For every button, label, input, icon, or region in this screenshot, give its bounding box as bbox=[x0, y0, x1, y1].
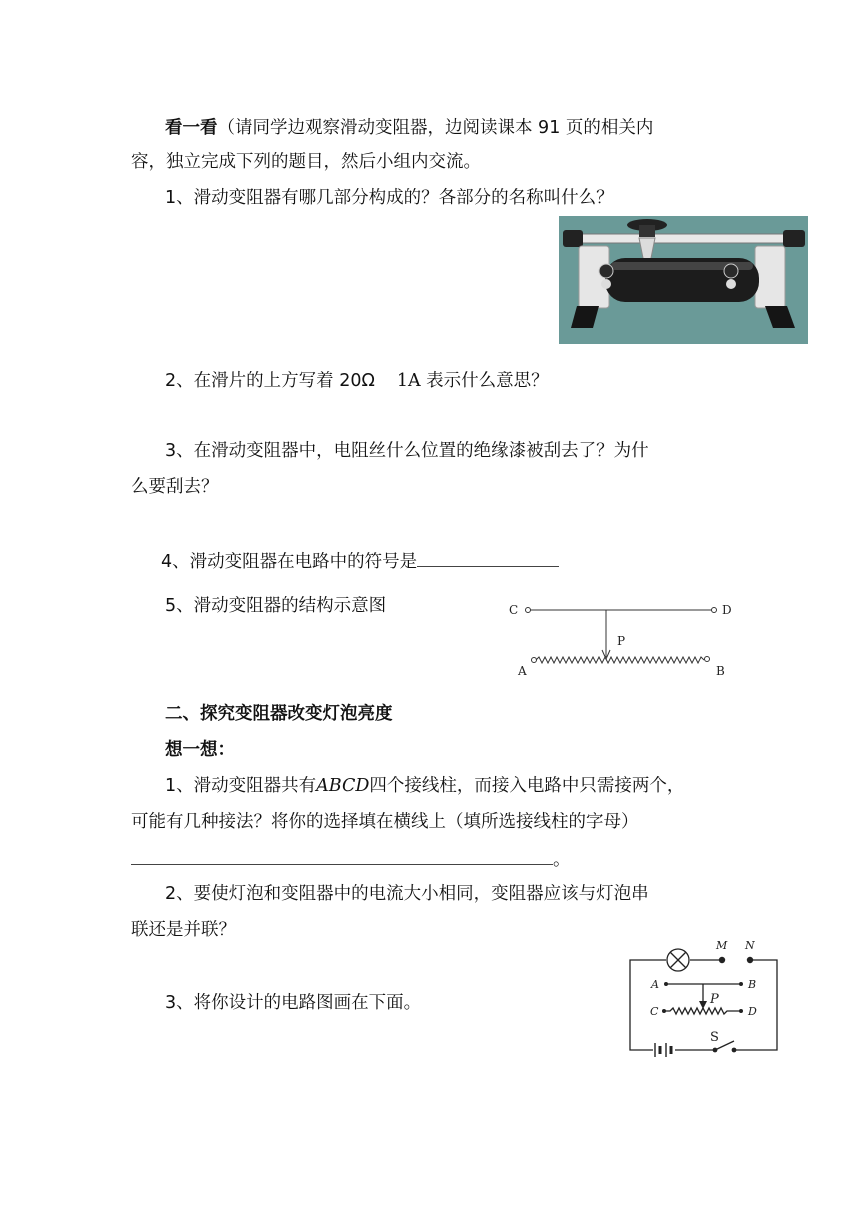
label-a: A bbox=[651, 978, 659, 991]
period-mark: 。 bbox=[553, 850, 571, 870]
question-1: 1、滑动变阻器有哪几部分构成的？各部分的名称叫什么？ bbox=[165, 188, 614, 208]
s2-q1-suffix: 四个接线柱，而接入电路中只需接两个， bbox=[369, 776, 685, 796]
terminal-d bbox=[712, 608, 717, 613]
terminal-c-label: C bbox=[509, 603, 519, 617]
terminal-b bbox=[705, 657, 710, 662]
label-b: B bbox=[748, 978, 757, 991]
intro-line-2: 容，独立完成下列的题目，然后小组内交流。 bbox=[131, 152, 481, 172]
terminals-abcd: ABCD bbox=[316, 776, 370, 796]
switch-contact bbox=[732, 1048, 737, 1053]
slider-p-label: P bbox=[617, 634, 626, 648]
question-2 bbox=[165, 369, 549, 393]
terminal-b-dot bbox=[739, 982, 743, 986]
label-c: C bbox=[650, 1005, 659, 1018]
question-3-line-1: 3、在滑动变阻器中，电阻丝什么位置的绝缘漆被刮去了？为什 bbox=[165, 441, 649, 461]
intro-line-1 bbox=[165, 116, 653, 140]
label-m: M bbox=[716, 939, 728, 952]
terminal-c-dot bbox=[662, 1009, 666, 1013]
terminal-a bbox=[532, 658, 537, 663]
circuit-diagram bbox=[624, 937, 782, 1057]
question-2-part-b: 1A 表示什么意思？ bbox=[396, 371, 549, 391]
label-n: N bbox=[745, 939, 755, 952]
rheostat-structure-diagram bbox=[505, 597, 737, 681]
question-4-text: 4、滑动变阻器在电路中的符号是 bbox=[161, 552, 418, 572]
connection-answer-blank[interactable] bbox=[131, 846, 553, 865]
rheostat-coil bbox=[664, 1008, 741, 1014]
switch-pivot bbox=[713, 1048, 718, 1053]
question-3-line-2: 么要刮去？ bbox=[131, 477, 219, 497]
resistance-wire bbox=[536, 657, 704, 663]
s2-question-1-line-2: 可能有几种接法？将你的选择填在横线上（填所选接线柱的字母） bbox=[131, 812, 639, 832]
s2-question-1-line-1 bbox=[165, 774, 684, 798]
terminal-m bbox=[719, 957, 725, 963]
s2-q1-prefix: 1、滑动变阻器共有 bbox=[165, 776, 317, 796]
label-s: S bbox=[710, 1030, 719, 1045]
question-4 bbox=[161, 548, 559, 574]
label-p: P bbox=[710, 992, 719, 1007]
section-2-subtitle: 想一想： bbox=[165, 740, 235, 760]
terminal-a-dot bbox=[664, 982, 668, 986]
section-2-title: 二、探究变阻器改变灯泡亮度 bbox=[165, 704, 393, 724]
symbol-answer-blank[interactable] bbox=[417, 548, 559, 567]
terminal-d-label: D bbox=[722, 603, 732, 617]
s2-question-2-line-2: 联还是并联？ bbox=[131, 920, 236, 940]
s2-question-1-line-3 bbox=[131, 846, 571, 872]
terminal-b-label: B bbox=[716, 664, 725, 678]
rheostat-photo bbox=[559, 216, 808, 344]
s2-question-2-line-1: 2、要使灯泡和变阻器中的电流大小相同，变阻器应该与灯泡串 bbox=[165, 884, 649, 904]
terminal-d-dot bbox=[739, 1009, 743, 1013]
intro-text: （请同学边观察滑动变阻器，边阅读课本 91 页的相关内 bbox=[217, 118, 654, 138]
terminal-a-label: A bbox=[518, 664, 527, 678]
s2-question-3: 3、将你设计的电路图画在下面。 bbox=[165, 993, 422, 1013]
terminal-c bbox=[526, 608, 531, 613]
question-5: 5、滑动变阻器的结构示意图 bbox=[165, 596, 387, 616]
section-heading-look: 看一看 bbox=[165, 118, 218, 138]
question-2-part-a: 2、在滑片的上方写着 20Ω bbox=[165, 371, 375, 391]
terminal-n bbox=[747, 957, 753, 963]
label-d: D bbox=[748, 1005, 757, 1018]
